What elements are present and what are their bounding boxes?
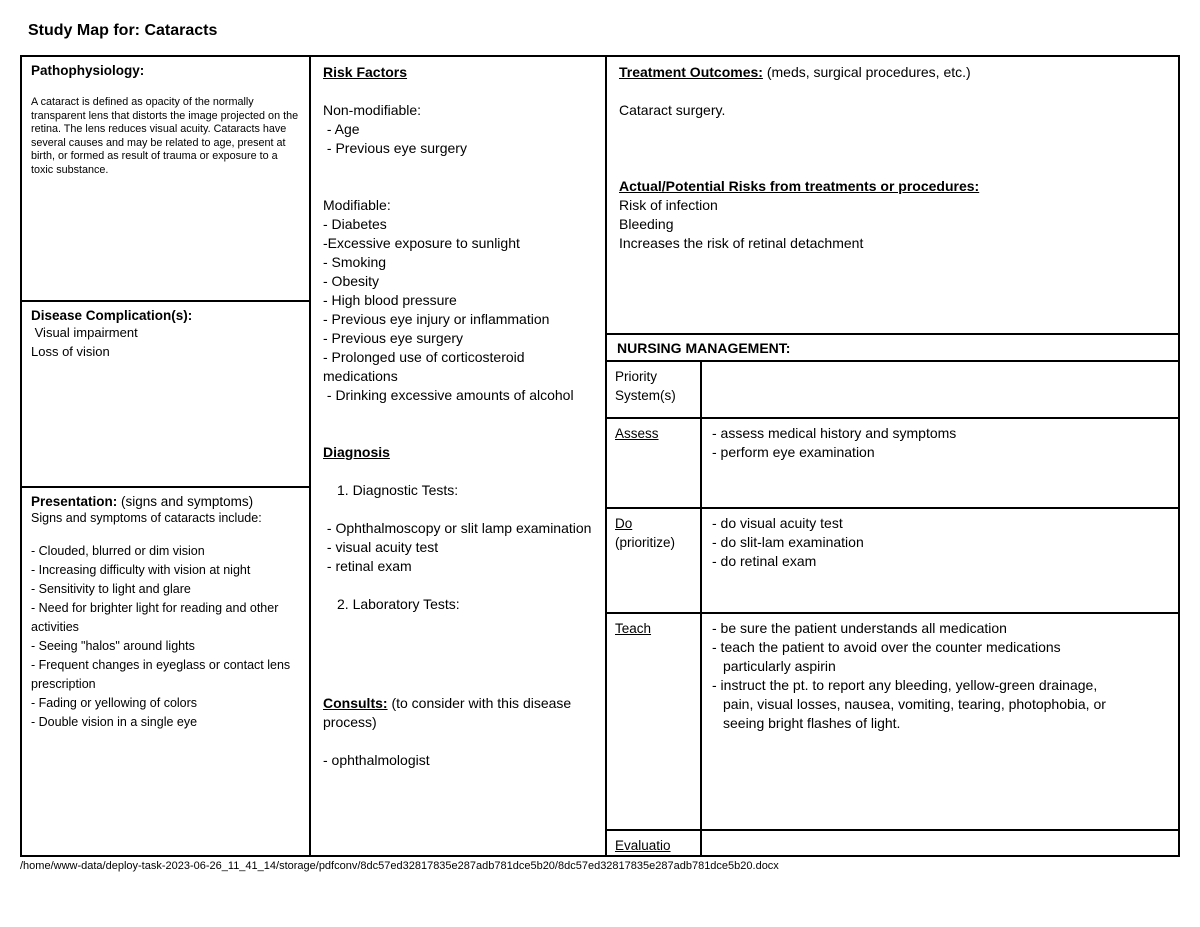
teach-list [712,619,1118,733]
nursing-label-priority: Priority System(s) [607,362,702,417]
symptom-item: - Clouded, blurred or dim vision [31,544,205,558]
risk-outcome-item: Increases the risk of retinal detachment [619,235,864,251]
teach-item: - instruct the pt. to report any bleeding, yellow-green drainage, pain, visual losses, nausea, vomiting, tearing, photophobia, or seeing bright flashes of light. [712,677,1110,731]
risk-outcome-item: Bleeding [619,216,674,232]
presentation-cell [22,488,309,855]
diagnostic-test-item: - visual acuity test [323,539,439,555]
presentation-heading-suffix: (signs and symptoms) [117,494,254,509]
non-modifiable-list [323,120,593,158]
presentation-heading-label: Presentation: [31,494,118,509]
risk-factor-item: - Diabetes [323,216,387,232]
do-item: - do retinal exam [712,553,817,569]
presentation-heading [31,494,300,509]
complications-list [31,323,300,361]
nursing-label-assess [607,419,702,507]
non-modifiable-label: Non-modifiable: [323,102,422,118]
presentation-intro: Signs and symptoms of cataracts include: [31,511,262,525]
evaluation-label: Evaluatio [615,838,671,853]
symptom-item: - Increasing difficulty with vision at night [31,563,251,577]
consults-heading-suffix: (to consider with this disease process) [323,695,572,730]
nursing-content-do [702,509,1178,612]
risk-factor-item: - Previous eye surgery [323,140,467,156]
treatment-outcomes-cell [607,57,1178,335]
pathophysiology-body: A cataract is defined as opacity of the normally transparent lens that distorts the image projected on the retina. The lens reduces visual acuity. Cataracts have several causes and may be related to age, present at birth, or formed as result of trauma or exposure to a toxic substance. [31,96,299,176]
risk-factor-item: - Age [323,121,360,137]
diagnostic-test-item: - Ophthalmoscopy or slit lamp examination [323,520,592,536]
risk-factors-heading: Risk Factors [323,64,408,80]
nursing-label-do [607,509,702,612]
teach-item: - teach the patient to avoid over the counter medications particularly aspirin [712,639,1065,674]
risk-factor-item: - Drinking excessive amounts of alcohol [323,387,574,403]
symptom-item: - Fading or yellowing of colors [31,696,198,710]
nursing-row-priority [607,362,1178,419]
page-title: Study Map for: Cataracts [28,22,218,39]
teach-label: Teach [615,621,652,636]
consults-list [323,751,593,770]
do-item: - do visual acuity test [712,515,843,531]
diagnostic-tests-list [323,519,593,576]
assess-item: - perform eye examination [712,444,875,460]
treatment-outcomes-heading [619,63,1166,82]
risk-factor-item: - Prolonged use of corticosteroid medications [323,349,529,384]
risk-factor-item: - Obesity [323,273,380,289]
nursing-label-teach [607,614,702,829]
pathophysiology-heading: Pathophysiology: [31,63,145,78]
nursing-content-assess [702,419,1178,507]
risk-factor-item: - Previous eye surgery [323,330,464,346]
nursing-label-evaluation [607,831,702,855]
nursing-management-heading: NURSING MANAGEMENT: [607,335,1178,362]
risk-factor-item: - Smoking [323,254,387,270]
treatment-outcomes-body: Cataract surgery. [619,102,726,118]
do-label: Do [615,516,633,531]
complication-item: Visual impairment [31,325,138,340]
assess-label: Assess [615,426,659,441]
do-list [712,514,1118,571]
risk-factor-item: - Previous eye injury or inflammation [323,311,550,327]
teach-item: - be sure the patient understands all medication [712,620,1007,636]
risk-outcome-item: Risk of infection [619,197,718,213]
nursing-content-teach [702,614,1178,829]
modifiable-label: Modifiable: [323,197,391,213]
do-item: - do slit-lam examination [712,534,864,550]
complications-cell [22,302,309,488]
treatment-outcomes-heading-suffix: (meds, surgical procedures, etc.) [762,64,971,80]
diagnosis-heading: Diagnosis [323,444,390,460]
risks-heading [619,177,1166,196]
left-column [22,57,311,855]
symptoms-list [31,542,300,732]
risk-factor-item: - High blood pressure [323,292,457,308]
middle-column-cell [311,57,607,855]
nursing-row-assess [607,419,1178,509]
nursing-row-evaluation [607,831,1178,855]
consult-item: - ophthalmologist [323,752,430,768]
nursing-row-teach [607,614,1178,831]
right-column [607,57,1178,855]
assess-item: - assess medical history and symptoms [712,425,957,441]
symptom-item: - Sensitivity to light and glare [31,582,191,596]
consults-heading-label: Consults: [323,695,388,711]
nursing-content-priority [702,362,1178,417]
nursing-content-evaluation [702,831,1178,855]
do-sublabel: (prioritize) [615,535,676,550]
complications-heading: Disease Complication(s): [31,308,193,323]
symptom-item: - Seeing "halos" around lights [31,639,195,653]
laboratory-tests-label: 2. Laboratory Tests: [337,596,460,612]
modifiable-list [323,215,593,405]
consults-heading [323,694,593,732]
treatment-outcomes-heading-label: Treatment Outcomes: [619,64,763,80]
assess-list [712,424,1118,462]
source-file-path: /home/www-data/deploy-task-2023-06-26_11_41_14/storage/pdfconv/8dc57ed32817835e287adb781dce5b20/8dc57ed32817835e287adb781dce5b20.docx [20,860,779,872]
pathophysiology-cell [22,57,309,302]
diagnostic-tests-label: 1. Diagnostic Tests: [337,482,459,498]
diagnostic-test-item: - retinal exam [323,558,412,574]
complication-item: Loss of vision [31,344,110,359]
symptom-item: - Frequent changes in eyeglass or contact lens prescription [31,658,294,691]
study-map-table [20,55,1180,857]
nursing-row-do [607,509,1178,614]
risk-factor-item: -Excessive exposure to sunlight [323,235,520,251]
symptom-item: - Double vision in a single eye [31,715,198,729]
risks-list [619,196,1166,253]
risks-heading-label: Actual/Potential Risks from treatments or procedures: [619,178,980,194]
symptom-item: - Need for brighter light for reading and other activities [31,601,282,634]
